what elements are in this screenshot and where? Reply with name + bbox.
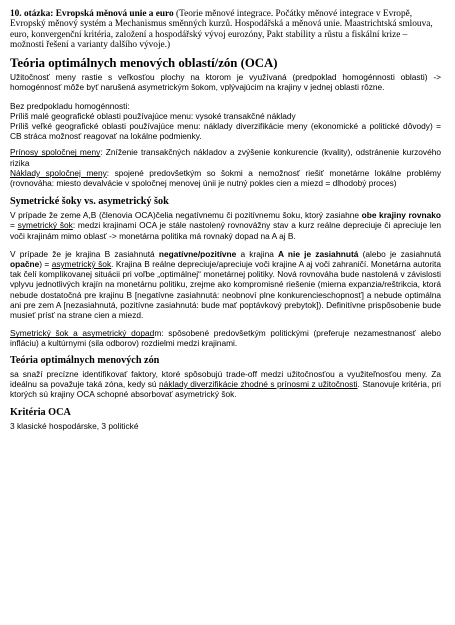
theory-heading: Teória optimálnych menových zón [10, 354, 160, 366]
question-number: 10. otázka: [10, 9, 54, 19]
symmetric-shock-paragraph [10, 210, 441, 241]
costs-paragraph [10, 168, 441, 188]
oca-heading: Teória optimálnych menových oblastí/zón (OCA) [10, 56, 278, 71]
homogeneity-intro: Bez predpokladu homogénnosti: [10, 100, 130, 111]
theory-paragraph [10, 369, 441, 400]
shock-heading: Symetrické šoky vs. asymetrický šok [10, 196, 169, 208]
oca-paragraph-1: Užitočnosť meny rastie s veľkosťou plochy na ktorom je využívaná (predpoklad homogénnosti oblasti) -> homogénnosť môže byť narušená asymetrickým šokom, vplývajúcim na krajiny v jednej oblasti rôzne. [10, 72, 441, 93]
intro-paragraph [10, 9, 441, 50]
text-run: : medzi krajinami OCA je stále nastolený rovnovážny stav a kurz reálne depreciuje či apreciuje len voči krajinám mimo oblasť -> monetárna politika má rovnaký dopad na A aj B. [10, 220, 441, 241]
underlined-term: asymetrický šok [51, 259, 112, 270]
asymmetric-shock-paragraph [10, 249, 441, 320]
asymmetric-impact-label: Symetrický šok a asymetrický dopad [10, 328, 155, 339]
text-run: ) = [39, 259, 52, 270]
text-run: V prípade že je krajina B zasiahnutá [10, 248, 159, 259]
bold-run: opačne [10, 259, 40, 270]
text-run: (alebo je zasiahnutá [358, 248, 441, 259]
bold-run: A nie je zasiahnutá [278, 248, 359, 259]
underlined-term: náklady diverzifikácie zhodné s prínosmi z užitočnosti [159, 378, 358, 389]
asymmetric-impact-text: m: spôsobené predovšetkým politickými (preferuje nezamestnanosť alebo infláciu) a kultúrnymi (sila odborov) rozdielmi medzi krajinami. [10, 328, 441, 349]
text-run: . Stanovuje kritéria, pri ktorých sú krajiny OCA schopné absorbovať asymetrický šok. [10, 378, 442, 400]
homogeneity-block [10, 101, 441, 142]
benefits-text: : Zníženie transakčných nákladov a zvýšenie konkurencie (kvality), odstránenie kurzového rizika [10, 147, 441, 168]
text-run: . Krajina B reálne depreciuje/apreciuje voči krajine A aj voči zahraničí. Monetárna autorita tak čelí komplikovanej situácii pri voľbe „optimálnej“ monetárnej politiky. Nová rovnováha bude nastolená v závislosti vplyvu jednotlivých krajín na monetárnu politiku, zrejme ako kompromisné riešenie (mierna expanzia/reštrikcia, ktorá nebude dostatočná pre krajinu B [negatívne zasiahnutá: neobnoví plne konkurencieschopnosť] a nebude optimálna ani pre zem A [nezasiahnutá, pozitívne zasiahnutá: bude mať poptávkový prebytok]). Definitívne prispôsobenie bude musieť prísť na strane cien a miezd. [10, 259, 441, 321]
question-title: Evropská měnová unie a euro [55, 9, 174, 19]
text-run: = [10, 220, 18, 231]
costs-text: : spojené predovšetkým so šokmi a nemožnosť riešiť monetárne lokálne problémy (rovnováha: miesto devalvácie v spoločnej menovej únii je nutný pokles cien a miezd = dlhodobý proces) [10, 167, 441, 189]
underlined-term: symetrický šok [17, 220, 73, 231]
criteria-heading: Kritéria OCA [10, 407, 71, 419]
asymmetric-impact-paragraph [10, 328, 441, 348]
text-run: sa snaží precízne identifikovať faktory, ktoré spôsobujú trade-off medzi užitočnosťou a využiteľnosťou meny. Za ideálnu sa považuje taká zóna, kedy sú [10, 368, 441, 389]
bold-run: negatívne/pozitívne [158, 248, 237, 259]
costs-label: Náklady spoločnej meny [10, 167, 107, 178]
question-description: (Teorie měnové integrace. Počátky měnové integrace v Evropě, Evropský měnový systém a Mechanismus směnných kurzů. Hospodářská a měnová unie. Maastrichtská smlouva, euro, konvergenční kritéria, založení a hospodářský vývoj eurozóny, Pakt stability a růstu a fiskální krize – možnosti řešení a varianty dalšího vývoje.) [10, 9, 433, 50]
benefits-paragraph [10, 147, 441, 167]
benefits-label: Prínosy spoločnej meny [10, 147, 101, 158]
text-run: a krajina [236, 248, 279, 259]
text-run: V prípade že zeme A,B (členovia OCA)čelia negatívnemu či pozitívnemu šoku, ktorý zasiahne [10, 210, 362, 221]
homogeneity-large-areas: Príliš veľké geografické oblasti používajúce menu: náklady diverzifikácie meny (ekonomické a politické dôvody) = CB stráca možnosť reagovať na lokálne podmienky. [10, 121, 441, 142]
homogeneity-small-areas: Príliš malé geografické oblasti používajúce menu: vysoké transakčné náklady [10, 110, 296, 121]
criteria-line: 3 klasické hospodárske, 3 politické [10, 421, 139, 432]
bold-run: obe krajiny rovnako [361, 210, 441, 221]
